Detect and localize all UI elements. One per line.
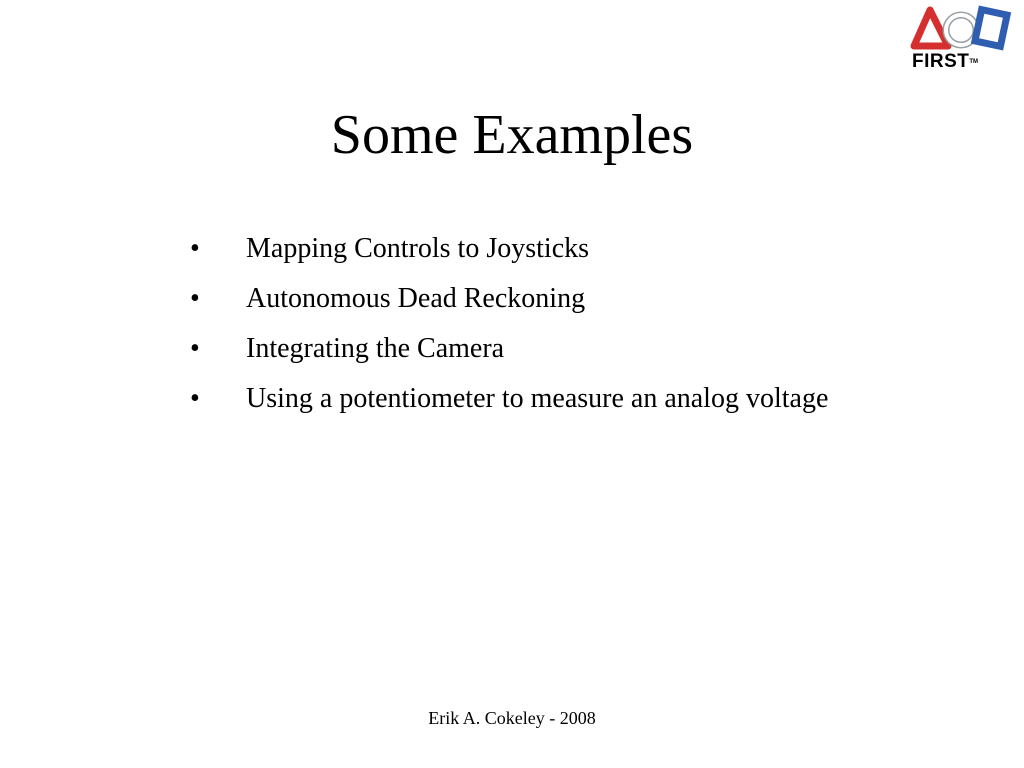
bullet-icon: •: [190, 383, 200, 414]
footer-author: Erik A. Cokeley - 2008: [428, 708, 596, 728]
bullet-icon: •: [190, 233, 200, 264]
logo-trademark: TM: [969, 59, 979, 65]
bullet-item: [190, 329, 870, 369]
bullet-item: [190, 279, 870, 319]
bullet-list: [190, 229, 870, 429]
bullet-icon: •: [190, 283, 200, 314]
bullet-text: Mapping Controls to Joysticks: [246, 233, 590, 264]
first-logo-wordmark: [912, 52, 978, 72]
bullet-item: [190, 229, 870, 269]
bullet-icon: •: [190, 333, 200, 364]
first-logo: [908, 4, 1014, 74]
bullet-text: Using a potentiometer to measure an analog voltage: [246, 383, 829, 414]
slide-title: Some Examples: [330, 104, 694, 166]
bullet-item: [190, 379, 870, 419]
first-logo-icon: [908, 4, 1014, 54]
logo-text: FIRST: [912, 51, 970, 72]
bullet-text: Autonomous Dead Reckoning: [246, 283, 586, 314]
bullet-text: Integrating the Camera: [246, 333, 505, 364]
